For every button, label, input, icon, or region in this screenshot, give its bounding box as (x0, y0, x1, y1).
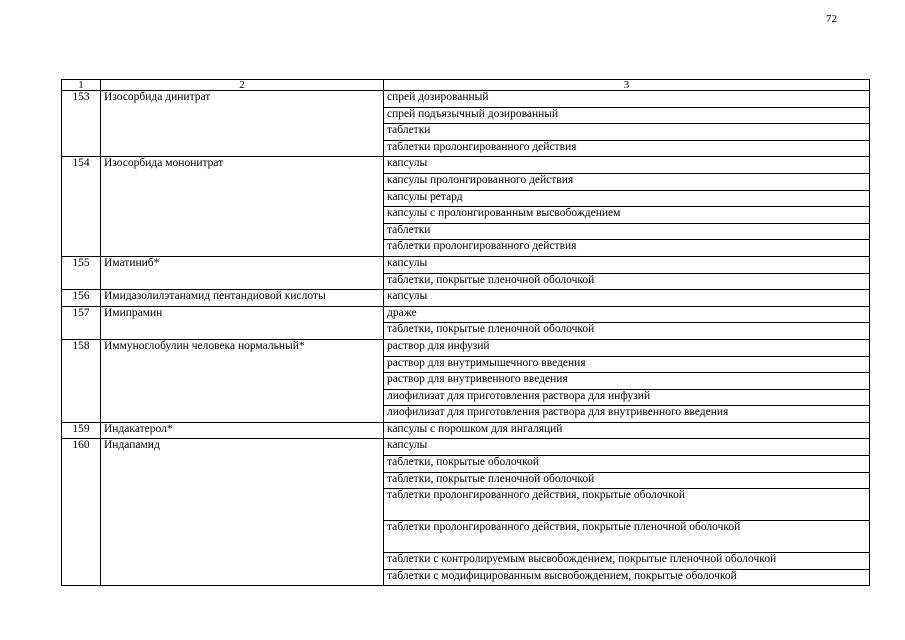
drug-table (61, 79, 870, 586)
table-row (62, 422, 870, 439)
dosage-form: раствор для внутривенного введения (384, 373, 870, 390)
dosage-form: лиофилизат для приготовления раствора для внутривенного введения (384, 406, 870, 423)
dosage-form: таблетки, покрытые оболочкой (384, 456, 870, 473)
dosage-form: капсулы (384, 290, 870, 307)
dosage-form: спрей подъязычный дозированный (384, 107, 870, 124)
dosage-form: капсулы (384, 439, 870, 456)
dosage-form: капсулы пролонгированного действия (384, 173, 870, 190)
drug-name: Индапамид (101, 439, 384, 586)
table-row (62, 290, 870, 307)
drug-name: Индакатерол* (101, 422, 384, 439)
dosage-form: капсулы ретард (384, 190, 870, 207)
entry-number: 155 (62, 256, 101, 289)
dosage-form: таблетки (384, 223, 870, 240)
drug-name: Иммуноглобулин человека нормальный* (101, 339, 384, 422)
dosage-form: таблетки (384, 124, 870, 141)
drug-name: Изосорбида динитрат (101, 91, 384, 157)
entry-number: 154 (62, 157, 101, 257)
entry-number: 157 (62, 306, 101, 339)
table-row (62, 339, 870, 356)
dosage-form: раствор для внутримышечного введения (384, 356, 870, 373)
dosage-form: капсулы (384, 157, 870, 174)
drug-name: Имипрамин (101, 306, 384, 339)
column-header: 3 (384, 80, 870, 91)
table-row (62, 256, 870, 273)
dosage-form: таблетки с контролируемым высвобождением, покрытые пленочной оболочкой (384, 553, 870, 570)
entry-number: 159 (62, 422, 101, 439)
drug-name: Изосорбида мононитрат (101, 157, 384, 257)
table-header-row (62, 80, 870, 91)
column-header: 1 (62, 80, 101, 91)
entry-number: 158 (62, 339, 101, 422)
dosage-form: капсулы (384, 256, 870, 273)
dosage-form: лиофилизат для приготовления раствора для инфузий (384, 389, 870, 406)
dosage-form: капсулы с пролонгированным высвобождением (384, 207, 870, 224)
drug-name: Иматиниб* (101, 256, 384, 289)
page-number: 72 (826, 13, 837, 25)
dosage-form: таблетки пролонгированного действия (384, 240, 870, 257)
table-row (62, 91, 870, 108)
dosage-form: таблетки пролонгированного действия (384, 140, 870, 157)
dosage-form: таблетки пролонгированного действия, покрытые оболочкой (384, 489, 870, 521)
entry-number: 156 (62, 290, 101, 307)
dosage-form: таблетки, покрытые пленочной оболочкой (384, 273, 870, 290)
dosage-form: таблетки пролонгированного действия, покрытые пленочной оболочкой (384, 521, 870, 553)
entry-number: 160 (62, 439, 101, 586)
dosage-form: капсулы с порошком для ингаляций (384, 422, 870, 439)
dosage-form: спрей дозированный (384, 91, 870, 108)
table-row (62, 157, 870, 174)
drug-name: Имидазолилэтанамид пентандиовой кислоты (101, 290, 384, 307)
entry-number: 153 (62, 91, 101, 157)
dosage-form: раствор для инфузий (384, 339, 870, 356)
dosage-form: таблетки, покрытые пленочной оболочкой (384, 323, 870, 340)
dosage-form: таблетки, покрытые пленочной оболочкой (384, 472, 870, 489)
table-row (62, 439, 870, 456)
table-row (62, 306, 870, 323)
dosage-form: таблетки с модифицированным высвобождением, покрытые оболочкой (384, 569, 870, 586)
dosage-form: драже (384, 306, 870, 323)
column-header: 2 (101, 80, 384, 91)
